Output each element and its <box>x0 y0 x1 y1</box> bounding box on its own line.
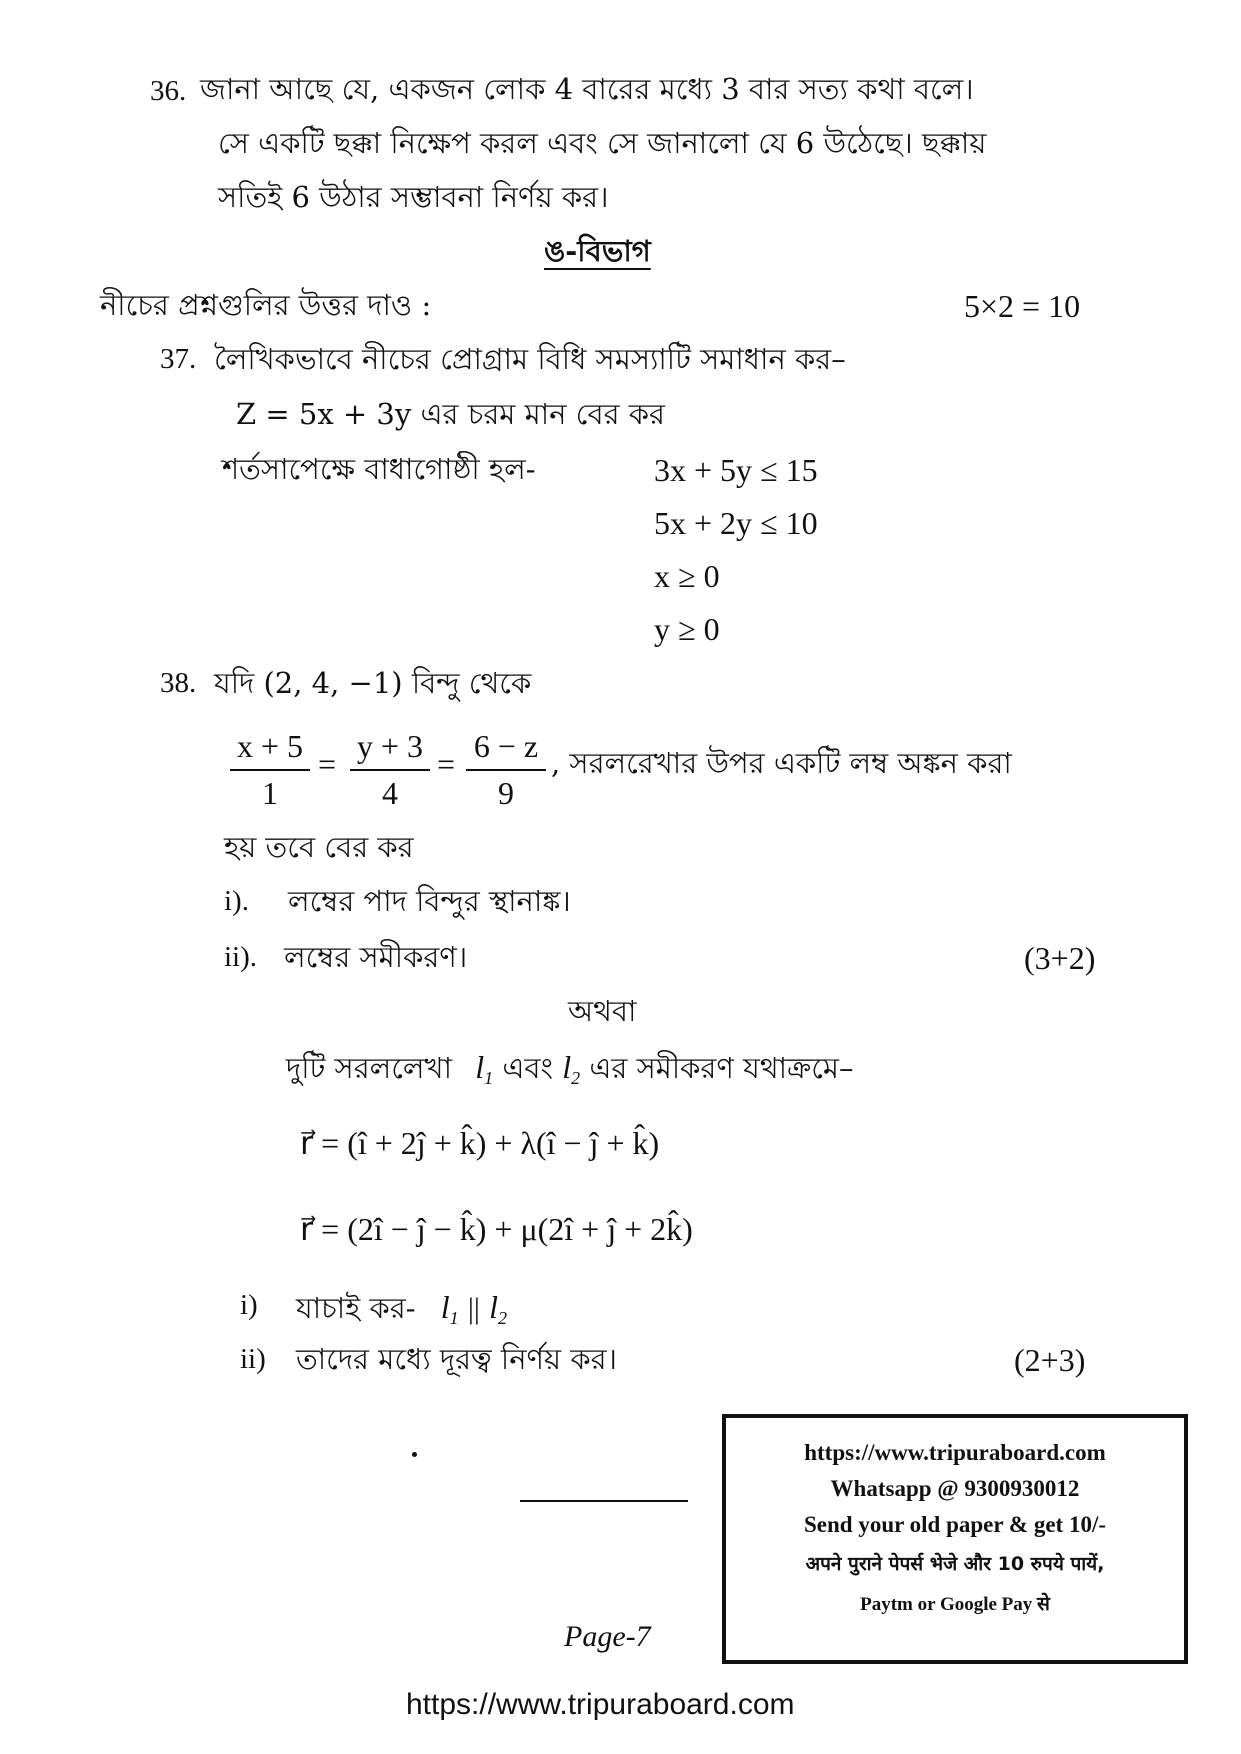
promo-hindi: अपने पुराने पेपर्स भेजे और 10 रुपये पायें, <box>805 1553 1105 1575</box>
q36-line3: সতিই 6 উঠার সম্ভাবনা নির্ণয় কর। <box>218 180 609 214</box>
q38-alt-line1-post: এর সমীকরণ যথাক্রমে– <box>589 1051 854 1085</box>
q38-fraction-1-numerator: x + 5 <box>230 728 310 771</box>
q38-fraction-1 <box>230 728 310 812</box>
q37-objective: Z = 5x + 3y এর চরম মান বের কর <box>236 397 665 431</box>
q38-alt-ii: তাদের মধ্যে দূরত্ব নির্ণয় কর। <box>296 1342 617 1376</box>
q38-fraction-2 <box>350 728 430 812</box>
line-l1-check-subscript: 1 <box>449 1308 459 1328</box>
parallel-symbol: || <box>467 1292 480 1325</box>
end-rule <box>520 1500 688 1502</box>
q38-alt-ii-label: ii) <box>240 1343 266 1375</box>
q38-equals-2: = <box>437 746 456 782</box>
line-l1-check <box>440 1289 459 1328</box>
q38-fraction-3-denominator: 9 <box>498 775 514 811</box>
section-marks: 5×2 = 10 <box>964 288 1081 324</box>
section-instruction: নীচের প্রশ্নগুলির উত্তর দাও : <box>100 288 432 322</box>
line-l1-check-letter: l <box>440 1289 450 1325</box>
q36-number: 36. <box>150 75 187 107</box>
promo-offer: Send your old paper & get 10/- <box>803 1512 1106 1537</box>
q38-part-i-label: i). <box>224 885 249 917</box>
q38-fraction-2-numerator: y + 3 <box>350 728 430 771</box>
footer-url[interactable]: https://www.tripuraboard.com <box>406 1688 795 1721</box>
q37-number: 37. <box>160 343 197 375</box>
promo-box <box>722 1414 1188 1664</box>
section-heading: ঙ-বিভাগ <box>544 234 651 268</box>
promo-whatsapp: Whatsapp @ 9300930012 <box>830 1476 1080 1501</box>
q36-line2: সে একটি ছক্কা নিক্ষেপ করল এবং সে জানালো যে 6 উঠেছে। ছক্কায় <box>218 126 987 160</box>
line-l1 <box>475 1049 494 1088</box>
q38-alt-i-line <box>296 1288 507 1330</box>
q38-vector-equation-2: r⃗ = (2î − ĵ − k̂) + μ(2î + ĵ + 2k̂) <box>300 1211 693 1247</box>
q38-part-ii: লম্বের সমীকরণ। <box>284 940 468 974</box>
q38-alt-line1-pre: দুটি সরললেখা <box>286 1051 452 1085</box>
q38-part-i: লম্বের পাদ বিন্দুর স্থানাঙ্ক। <box>288 884 571 918</box>
line-l1-subscript: 1 <box>484 1068 494 1088</box>
q37-constraint-4: y ≥ 0 <box>654 611 720 647</box>
q38-alt-i: যাচাই কর- <box>296 1291 416 1325</box>
line-l2-subscript: 2 <box>571 1068 581 1088</box>
q38-after-fraction: , সরলরেখার উপর একটি লম্ব অঙ্কন করা <box>551 746 1012 780</box>
q38-part-ii-label: ii). <box>224 941 258 973</box>
q37-line1: লৈখিকভাবে নীচের প্রোগ্রাম বিধি সমস্যাটি সমাধান কর– <box>214 342 846 376</box>
line-l2-check-letter: l <box>489 1289 498 1325</box>
line-l2-check <box>489 1289 507 1328</box>
line-l2-letter: l <box>562 1049 572 1085</box>
q38-number: 38. <box>160 667 197 699</box>
line-l2-check-subscript: 2 <box>497 1308 507 1328</box>
q38-line1: যদি (2, 4, −1) বিন্দু থেকে <box>214 666 532 700</box>
q36-line1: জানা আছে যে, একজন লোক 4 বারের মধ্যে 3 বার সত্য কথা বলে। <box>200 72 974 106</box>
q38-marks: (3+2) <box>1024 940 1096 976</box>
promo-url[interactable]: https://www.tripuraboard.com <box>804 1440 1106 1465</box>
page-label: Page-7 <box>564 1620 651 1653</box>
line-l1-letter: l <box>475 1049 485 1085</box>
q38-fraction-3 <box>466 728 546 812</box>
q38-vector-equation-1: r⃗ = (î + 2ĵ + k̂) + λ(î − ĵ + k̂) <box>300 1125 660 1161</box>
q38-line3: হয় তবে বের কর <box>224 830 414 864</box>
q38-alt-i-label: i) <box>240 1289 258 1321</box>
q37-constraint-1: 3x + 5y ≤ 15 <box>654 452 818 488</box>
line-l2 <box>562 1049 581 1088</box>
q38-equals-1: = <box>318 746 337 782</box>
q38-or: অথবা <box>568 994 637 1028</box>
q38-alt-line1 <box>286 1048 854 1090</box>
q38-alt-line1-mid: এবং <box>502 1051 554 1085</box>
q38-fraction-2-denominator: 4 <box>382 775 398 811</box>
q38-fraction-3-numerator: 6 − z <box>466 728 546 771</box>
q37-constraint-3: x ≥ 0 <box>654 558 720 594</box>
q38-alt-marks: (2+3) <box>1014 1342 1086 1378</box>
promo-payment: Paytm or Google Pay से <box>860 1594 1050 1615</box>
q37-constraint-label: শর্তসাপেক্ষে বাধাগোষ্ঠী হল- <box>222 452 536 486</box>
ink-dot <box>412 1452 417 1457</box>
q38-fraction-1-denominator: 1 <box>262 775 278 811</box>
q37-constraint-2: 5x + 2y ≤ 10 <box>654 505 818 541</box>
